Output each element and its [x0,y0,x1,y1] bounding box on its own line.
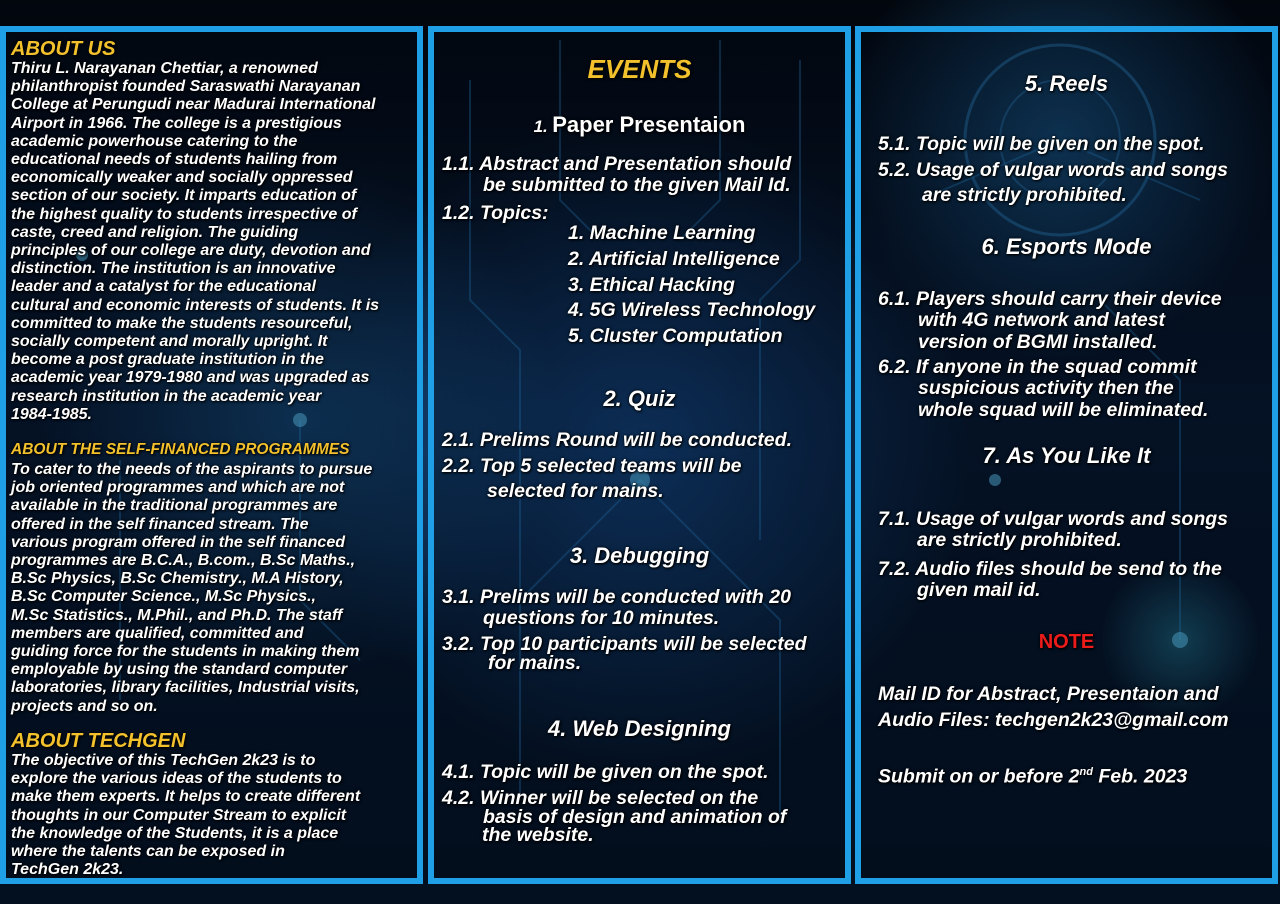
text-line: members are qualified, committed and [11,624,304,642]
text-line: socially competent and morally upright. It [11,333,328,351]
text-line: M.Sc Statistics., M.Phil., and Ph.D. The staff [11,606,343,624]
web-designing-title: 4. Web Designing [548,716,731,741]
text-line: committed to make the students resourceful, [11,314,353,332]
text-line: distinction. The institution is an innovative [11,260,336,278]
aylt-rule-1: 7.1. Usage of vulgar words and songs [878,508,1229,530]
text-line: academic year 1979-1980 and was upgraded as [11,369,370,387]
deadline-month: Feb. 2023 [1092,765,1188,788]
debug-rule-1: 3.1. Prelims will be conducted with 20 [442,586,791,608]
text-line: academic powerhouse catering to the [11,132,298,150]
paper-title-text: Paper Presentaion [552,112,746,137]
text-line: B.Sc Physics, B.Sc Chemistry., M.A History, [11,570,344,588]
text-line: Airport in 1966. The college is a prestigious [11,114,342,132]
text-line: guiding force for the students in making them [11,643,360,661]
topic-item: 5. Cluster Computation [568,325,783,348]
quiz-title: 2. Quiz [603,386,676,411]
text-line: job oriented programmes and which are not [11,479,345,497]
text-line: offered in the self financed stream. The [11,515,309,533]
paper-title [434,112,845,138]
topic-item: 4. 5G Wireless Technology [568,299,816,322]
mail-id-line-2: Audio Files: techgen2k23@gmail.com [878,709,1229,731]
debugging-title: 3. Debugging [569,543,710,568]
text-line: the knowledge of the Students, it is a place [11,824,339,842]
submit-deadline [878,762,1187,788]
techgen-text [11,752,360,879]
about-us-heading: ABOUT US [11,38,116,60]
self-financed-heading: ABOUT THE SELF-FINANCED PROGRAMMES [11,441,350,458]
esports-rule-2-cont2: whole squad will be eliminated. [918,399,1209,421]
about-panel [0,26,423,884]
text-line: TechGen 2k23. [11,861,124,879]
topic-item: 1. Machine Learning [568,222,756,244]
topics-list [568,221,815,350]
text-line: cultural and economic interests of students. It is [11,296,380,314]
text-line: College at Perungudi near Madurai International [11,96,376,114]
debug-rule-2: 3.2. Top 10 participants will be selected [442,633,807,655]
reels-rule-1: 5.1. Topic will be given on the spot. [878,133,1205,155]
text-line: The objective of this TechGen 2k23 is to [11,752,316,769]
esports-title: 6. Esports Mode [981,234,1152,259]
text-line: philanthropist founded Saraswathi Narayanan [11,78,361,96]
web-rule-2-cont2: the website. [482,824,594,846]
paper-rule-1-cont: be submitted to the given Mail Id. [483,174,791,196]
text-line: thoughts in our Computer Stream to explicit [11,806,347,824]
text-line: educational needs of students hailing from [11,151,338,169]
topic-item: 2. Artificial Intelligence [568,247,780,270]
text-line: programmes are B.C.A., B.com., B.Sc Maths., [11,552,356,570]
text-line: research institution in the academic year [11,387,322,405]
text-line: B.Sc Computer Science., M.Sc Physics., [11,588,316,606]
text-line: Thiru L. Narayanan Chettiar, a renowned [11,60,318,77]
events-title: EVENTS [587,54,692,84]
text-line: laboratories, library facilities, Industrial visits, [11,679,360,697]
topic-item: 3. Ethical Hacking [568,273,735,296]
text-line: become a post graduate institution in the [11,351,324,369]
quiz-rule-2: 2.2. Top 5 selected teams will be [442,455,742,477]
web-rule-1: 4.1. Topic will be given on the spot. [442,761,769,783]
esports-rule-1-cont2: version of BGMI installed. [918,331,1158,353]
aylt-rule-2-cont: given mail id. [917,579,1041,601]
text-line: make them experts. It helps to create different [11,788,361,806]
reels-rule-2-cont: are strictly prohibited. [922,184,1127,206]
text-line: To cater to the needs of the aspirants to pursue [11,461,373,478]
self-financed-text [11,461,372,716]
text-line: economically weaker and socially oppressed [11,169,353,187]
esports-rule-2: 6.2. If anyone in the squad commit [878,356,1197,378]
note-title: NOTE [1038,631,1095,653]
paper-num: 1. [533,117,548,136]
aylt-rule-2: 7.2. Audio files should be send to the [878,558,1222,580]
text-line: available in the traditional programmes are [11,497,338,515]
web-rule-2-cont: basis of design and animation of [483,806,787,828]
quiz-rule-1: 2.1. Prelims Round will be conducted. [442,429,792,451]
deadline-suffix: nd [1079,766,1093,778]
text-line: caste, creed and religion. The guiding [11,223,299,241]
text-line: where the talents can be exposed in [11,843,285,861]
about-us-text [11,60,379,424]
text-line: employable by using the standard computer [11,661,348,679]
text-line: 1984-1985. [11,405,92,423]
text-line: projects and so on. [11,697,158,715]
reels-title: 5. Reels [1024,71,1109,96]
paper-rule-2: 1.2. Topics: [442,202,549,224]
quiz-rule-2-cont: selected for mains. [487,480,664,502]
text-line: explore the various ideas of the students to [11,770,342,788]
text-line: the highest quality to students irrespective of [11,205,357,223]
techgen-heading: ABOUT TECHGEN [11,730,186,752]
text-line: section of our society. It imparts education of [11,187,357,205]
debug-rule-1-cont: questions for 10 minutes. [483,607,720,629]
aylt-rule-1-cont: are strictly prohibited. [917,529,1122,551]
deadline-text: Submit on or before 2 [878,765,1080,788]
mail-id-line-1: Mail ID for Abstract, Presentaion and [878,683,1219,705]
paper-rule-1: 1.1. Abstract and Presentation should [442,153,792,175]
esports-rule-1: 6.1. Players should carry their device [878,288,1222,310]
web-rule-2: 4.2. Winner will be selected on the [442,787,759,809]
events-panel [428,26,851,884]
text-line: various program offered in the self financed [11,533,345,551]
as-you-like-it-title: 7. As You Like It [982,443,1151,468]
esports-rule-1-cont: with 4G network and latest [918,309,1166,331]
esports-rule-2-cont: suspicious activity then the [918,377,1174,399]
more-events-panel [855,26,1278,884]
debug-rule-2-cont: for mains. [488,652,582,674]
text-line: leader and a catalyst for the educational [11,278,316,296]
text-line: principles of our college are duty, devotion and [11,242,371,260]
reels-rule-2: 5.2. Usage of vulgar words and songs [878,159,1229,181]
